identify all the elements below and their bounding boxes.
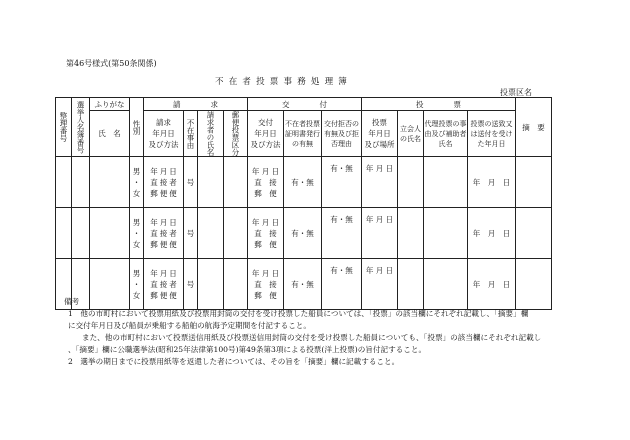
cell-tohyo-date[interactable]: 年 月 日 xyxy=(362,157,398,208)
cell-fuzai[interactable]: 号 xyxy=(184,157,198,208)
note-line-4: 、「摘要」欄に公職選挙法(昭和25年法律第100号)第49条第3項による投票(洋上投票)の旨付記すること。 xyxy=(68,345,427,354)
col-yubin: 郵便投票区分 xyxy=(224,111,248,157)
notes-section xyxy=(58,296,618,368)
table-row xyxy=(56,157,552,208)
note-line-2: に交付年月日及び船員が乗船する船舶の航海予定期間を付記すること。 xyxy=(68,321,311,330)
col-senkyonin: 選挙人名簿番号 xyxy=(72,98,90,157)
cell-kyohi[interactable]: 有・無 xyxy=(322,208,362,259)
col-seikyusha: 請求者の氏名 xyxy=(198,111,224,157)
cell-seikyu-date[interactable]: 年 直 郵 月 接 便 日 者 便 xyxy=(144,208,184,259)
cell-sex[interactable]: 男 ・ 女 xyxy=(130,208,144,259)
cell-shomeisho[interactable]: 有・無 xyxy=(284,208,322,259)
note-line-3: また、他の市町村において投票送信用紙及び投票送信用封筒の交付を受け投票した船員についても、「投票」の該当欄にそれぞれ記載し xyxy=(82,333,542,342)
cell-shomeisho[interactable]: 有・無 xyxy=(284,157,322,208)
note-line-1: 1 他の市町村において投票用紙及び投票用封筒の交付を受け投票した船員については、「投票」の該当欄にそれぞれ記載し、「摘要」欄 xyxy=(68,309,529,318)
cell-tohyo-date[interactable]: 年 月 日 xyxy=(362,259,398,310)
cell-kyohi[interactable]: 有・無 xyxy=(322,157,362,208)
cell-tohyo-date[interactable]: 年 月 日 xyxy=(362,208,398,259)
cell-yubin[interactable] xyxy=(224,208,248,259)
col-fuzai-jiyu: 不在事由 xyxy=(184,111,198,157)
cell-tachiai[interactable] xyxy=(398,157,424,208)
document-title: 不在者投票事務処理簿 xyxy=(215,77,353,87)
cell-name[interactable] xyxy=(90,157,130,208)
note-line-5: 2 選挙の期日までに投票用紙等を返還した者については、その旨を「摘要」欄に記載すること。 xyxy=(68,357,400,366)
col-furigana: ふりがな xyxy=(90,98,130,111)
cell-tekiyo[interactable] xyxy=(516,157,552,208)
table-row xyxy=(56,208,552,259)
cell-kofu-date[interactable]: 年 月 日 直 接 郵 便 xyxy=(248,259,284,310)
col-seikyu-date: 請求 年月日 及び方法 xyxy=(144,111,184,157)
cell-soufu[interactable]: 年 月 日 xyxy=(468,259,516,310)
cell-shomeisho[interactable]: 有・無 xyxy=(284,259,322,310)
cell-kofu-date[interactable]: 年 月 日 直 接 郵 便 xyxy=(248,157,284,208)
col-seibetsu: 性別 xyxy=(130,98,144,157)
col-kyohi: 交付拒否の有無及び拒否理由 xyxy=(322,111,362,157)
cell-senkyonin[interactable] xyxy=(72,157,90,208)
col-tekiyo: 摘 要 xyxy=(516,98,552,157)
col-shimei: 氏 名 xyxy=(90,111,130,157)
cell-senkyonin[interactable] xyxy=(72,208,90,259)
col-tohyo-date: 投票 年月日 及び場所 xyxy=(362,111,398,157)
cell-fuzai[interactable]: 号 xyxy=(184,259,198,310)
cell-sex[interactable]: 男 ・ 女 xyxy=(130,157,144,208)
cell-name[interactable] xyxy=(90,208,130,259)
cell-seiri[interactable] xyxy=(56,208,72,259)
cell-seikyu-date[interactable]: 年 直 郵 月 接 便 日 者 便 xyxy=(144,259,184,310)
cell-dairi[interactable] xyxy=(424,157,468,208)
group-kofu: 交 付 xyxy=(248,98,362,111)
cell-fuzai[interactable]: 号 xyxy=(184,208,198,259)
cell-seikyusha[interactable] xyxy=(198,157,224,208)
col-tachiai: 立会人の氏名 xyxy=(398,111,424,157)
cell-kyohi[interactable]: 有・無 xyxy=(322,259,362,310)
cell-tachiai[interactable] xyxy=(398,208,424,259)
cell-soufu[interactable]: 年 月 日 xyxy=(468,208,516,259)
group-tohyo: 投 票 xyxy=(362,98,516,111)
district-label: 投票区名 xyxy=(500,88,532,97)
col-soufu: 投票の送致又は送付を受けた年月日 xyxy=(468,111,516,157)
col-dairi: 代理投票の事由及び補助者氏名 xyxy=(424,111,468,157)
cell-kofu-date[interactable]: 年 月 日 直 接 郵 便 xyxy=(248,208,284,259)
col-kofu-date: 交付 年月日 及び方法 xyxy=(248,111,284,157)
cell-seikyusha[interactable] xyxy=(198,208,224,259)
notes-heading: 備考 xyxy=(64,297,80,306)
col-seiri: 整理番号 xyxy=(56,98,72,157)
ledger-table xyxy=(55,97,552,310)
cell-seiri[interactable] xyxy=(56,157,72,208)
cell-seikyu-date[interactable]: 年 直 郵 月 接 便 日 者 便 xyxy=(144,157,184,208)
cell-soufu[interactable]: 年 月 日 xyxy=(468,157,516,208)
col-shomeisho: 不在者投票証明書発行の有無 xyxy=(284,111,322,157)
group-seikyu: 請 求 xyxy=(144,98,248,111)
form-number: 第46号様式(第50条関係) xyxy=(66,59,157,68)
cell-dairi[interactable] xyxy=(424,208,468,259)
cell-sex[interactable]: 男 ・ 女 xyxy=(130,259,144,310)
cell-tekiyo[interactable] xyxy=(516,208,552,259)
cell-yubin[interactable] xyxy=(224,157,248,208)
